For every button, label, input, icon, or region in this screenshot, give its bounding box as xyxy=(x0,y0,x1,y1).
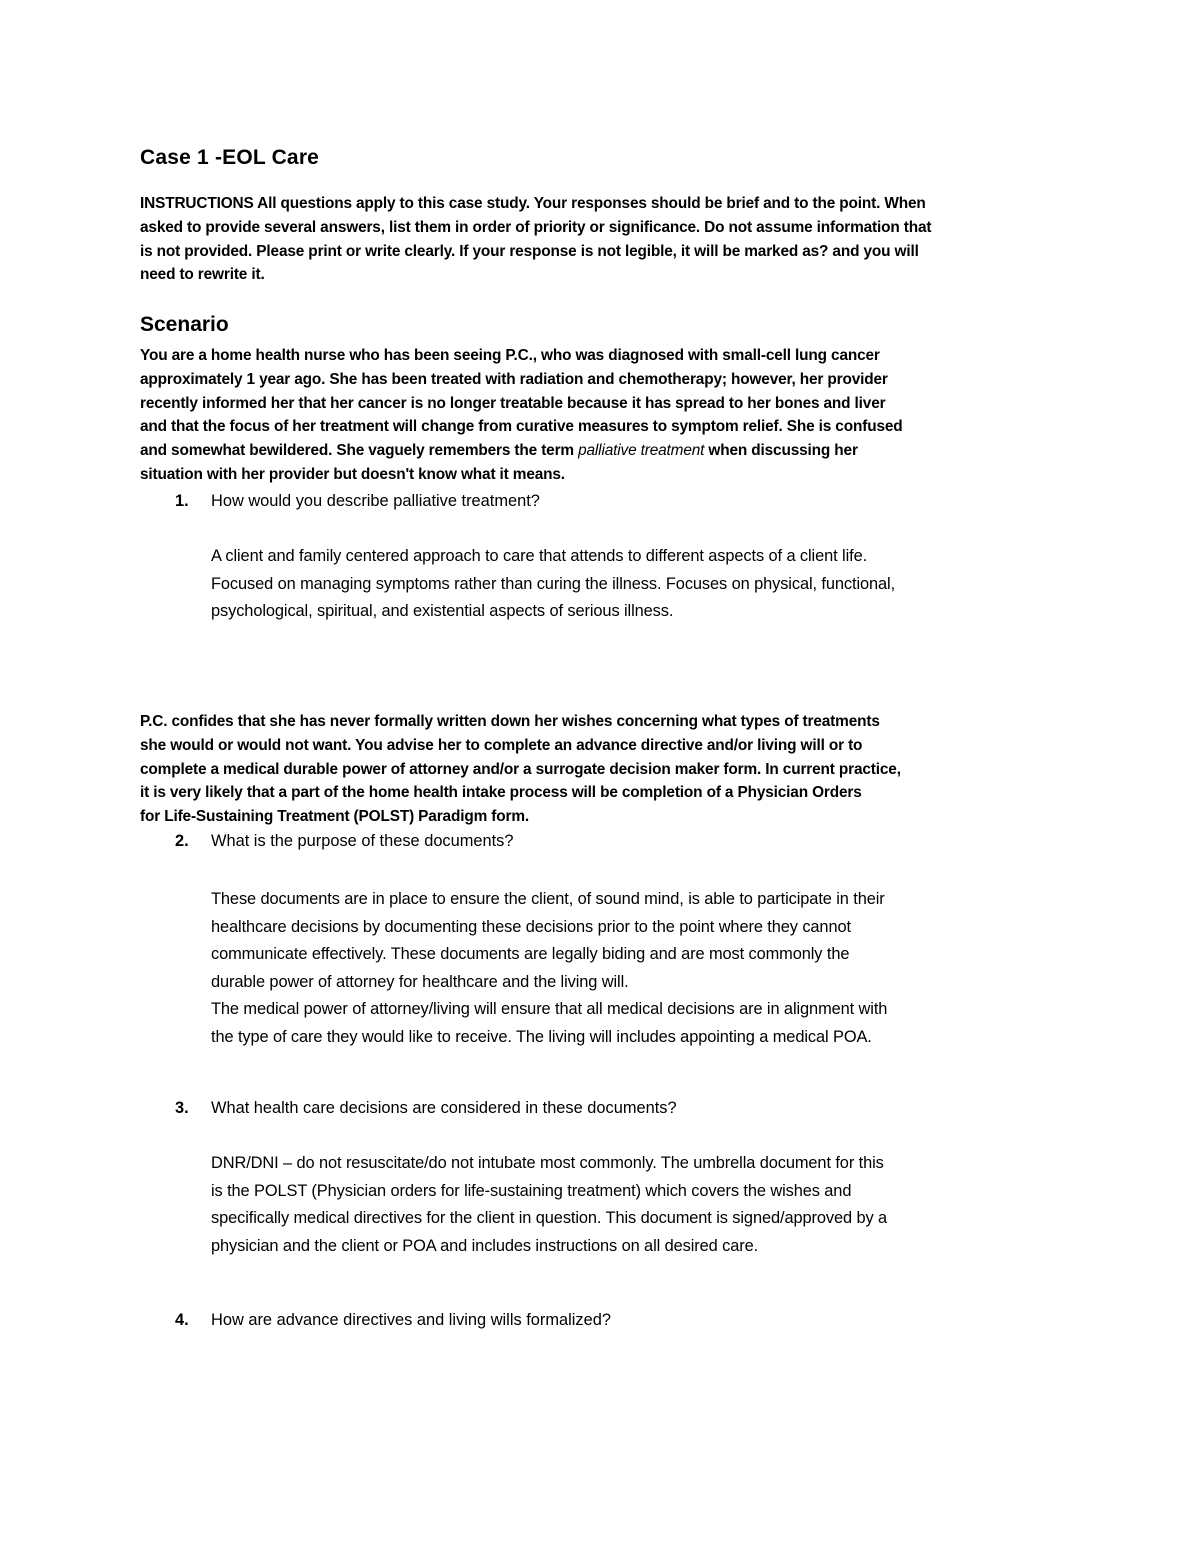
context-line: she would or would not want. You advise her to complete an advance directive and/or living will or to xyxy=(140,736,863,754)
answer-line: physician and the client or POA and includes instructions on all desired care. xyxy=(211,1236,759,1255)
answer-line: healthcare decisions by documenting these decisions prior to the point where they cannot xyxy=(211,917,851,936)
question-number: 1. xyxy=(175,492,189,510)
question-number: 4. xyxy=(175,1311,189,1329)
palliative-treatment-term: palliative treatment xyxy=(578,442,705,460)
context-line: it is very likely that a part of the home health intake process will be completion of a Physician Orders xyxy=(140,784,862,802)
scenario-line-start: and somewhat bewildered. She vaguely remembers the term xyxy=(140,442,579,460)
answer-line: DNR/DNI – do not resuscitate/do not intubate most commonly. The umbrella document for this xyxy=(211,1154,884,1172)
answer-line: durable power of attorney for healthcare and the living will. xyxy=(211,972,629,991)
question-number: 2. xyxy=(175,832,189,850)
answer-line: is the POLST (Physician orders for life-sustaining treatment) which covers the wishes and xyxy=(211,1181,852,1200)
scenario-line: approximately 1 year ago. She has been treated with radiation and chemotherapy; however, her provider xyxy=(140,370,888,388)
question-text: How are advance directives and living wills formalized? xyxy=(211,1311,611,1329)
question-number: 3. xyxy=(175,1099,189,1117)
answer-1 xyxy=(211,543,1071,626)
answer-line: A client and family centered approach to care that attends to different aspects of a client life. xyxy=(211,547,868,565)
context-paragraph xyxy=(140,710,1050,829)
instructions-line: need to rewrite it. xyxy=(140,266,265,284)
answer-line: Focused on managing symptoms rather than curing the illness. Focuses on physical, functional, xyxy=(211,574,896,593)
scenario-line: You are a home health nurse who has been seeing P.C., who was diagnosed with small-cell lung cancer xyxy=(140,347,880,364)
context-line: P.C. confides that she has never formally written down her wishes concerning what types of treatments xyxy=(140,713,880,730)
context-line: complete a medical durable power of attorney and/or a surrogate decision maker form. In current practice, xyxy=(140,760,901,778)
answer-line: The medical power of attorney/living will ensure that all medical decisions are in alignment with xyxy=(211,1000,888,1019)
scenario-heading: Scenario xyxy=(140,313,229,336)
scenario-line: and that the focus of her treatment will change from curative measures to symptom relief. She is confused xyxy=(140,418,903,436)
scenario-line: situation with her provider but doesn't know what it means. xyxy=(140,465,565,483)
answer-line: psychological, spiritual, and existential aspects of serious illness. xyxy=(211,602,674,621)
question-text: What health care decisions are considered in these documents? xyxy=(211,1099,677,1117)
instructions-line: INSTRUCTIONS All questions apply to this case study. Your responses should be brief and to the point. When xyxy=(140,195,926,212)
context-line: for Life-Sustaining Treatment (POLST) Paradigm form. xyxy=(140,808,529,826)
answer-line: the type of care they would like to receive. The living will includes appointing a medical POA. xyxy=(211,1027,872,1046)
scenario-line-with-term xyxy=(140,439,1050,463)
scenario-line-end: when discussing her xyxy=(704,442,858,460)
scenario-line: recently informed her that her cancer is no longer treatable because it has spread to her bones and liver xyxy=(140,394,886,412)
answer-line: These documents are in place to ensure the client, of sound mind, is able to participate in their xyxy=(211,890,885,908)
document-title: Case 1 -EOL Care xyxy=(140,146,320,169)
answer-line: specifically medical directives for the client in question. This document is signed/approved by a xyxy=(211,1209,888,1228)
answer-2 xyxy=(211,886,1071,1052)
instructions-paragraph xyxy=(140,192,1050,287)
scenario-paragraph xyxy=(140,344,1050,487)
answer-3 xyxy=(211,1150,1071,1260)
instructions-line: asked to provide several answers, list them in order of priority or significance. Do not assume information that xyxy=(140,218,932,236)
answer-line: communicate effectively. These documents are legally biding and are most commonly the xyxy=(211,945,850,964)
instructions-line: is not provided. Please print or write clearly. If your response is not legible, it will be marked as? and you will xyxy=(140,242,919,260)
question-text: What is the purpose of these documents? xyxy=(211,832,514,850)
question-text: How would you describe palliative treatment? xyxy=(211,492,540,510)
